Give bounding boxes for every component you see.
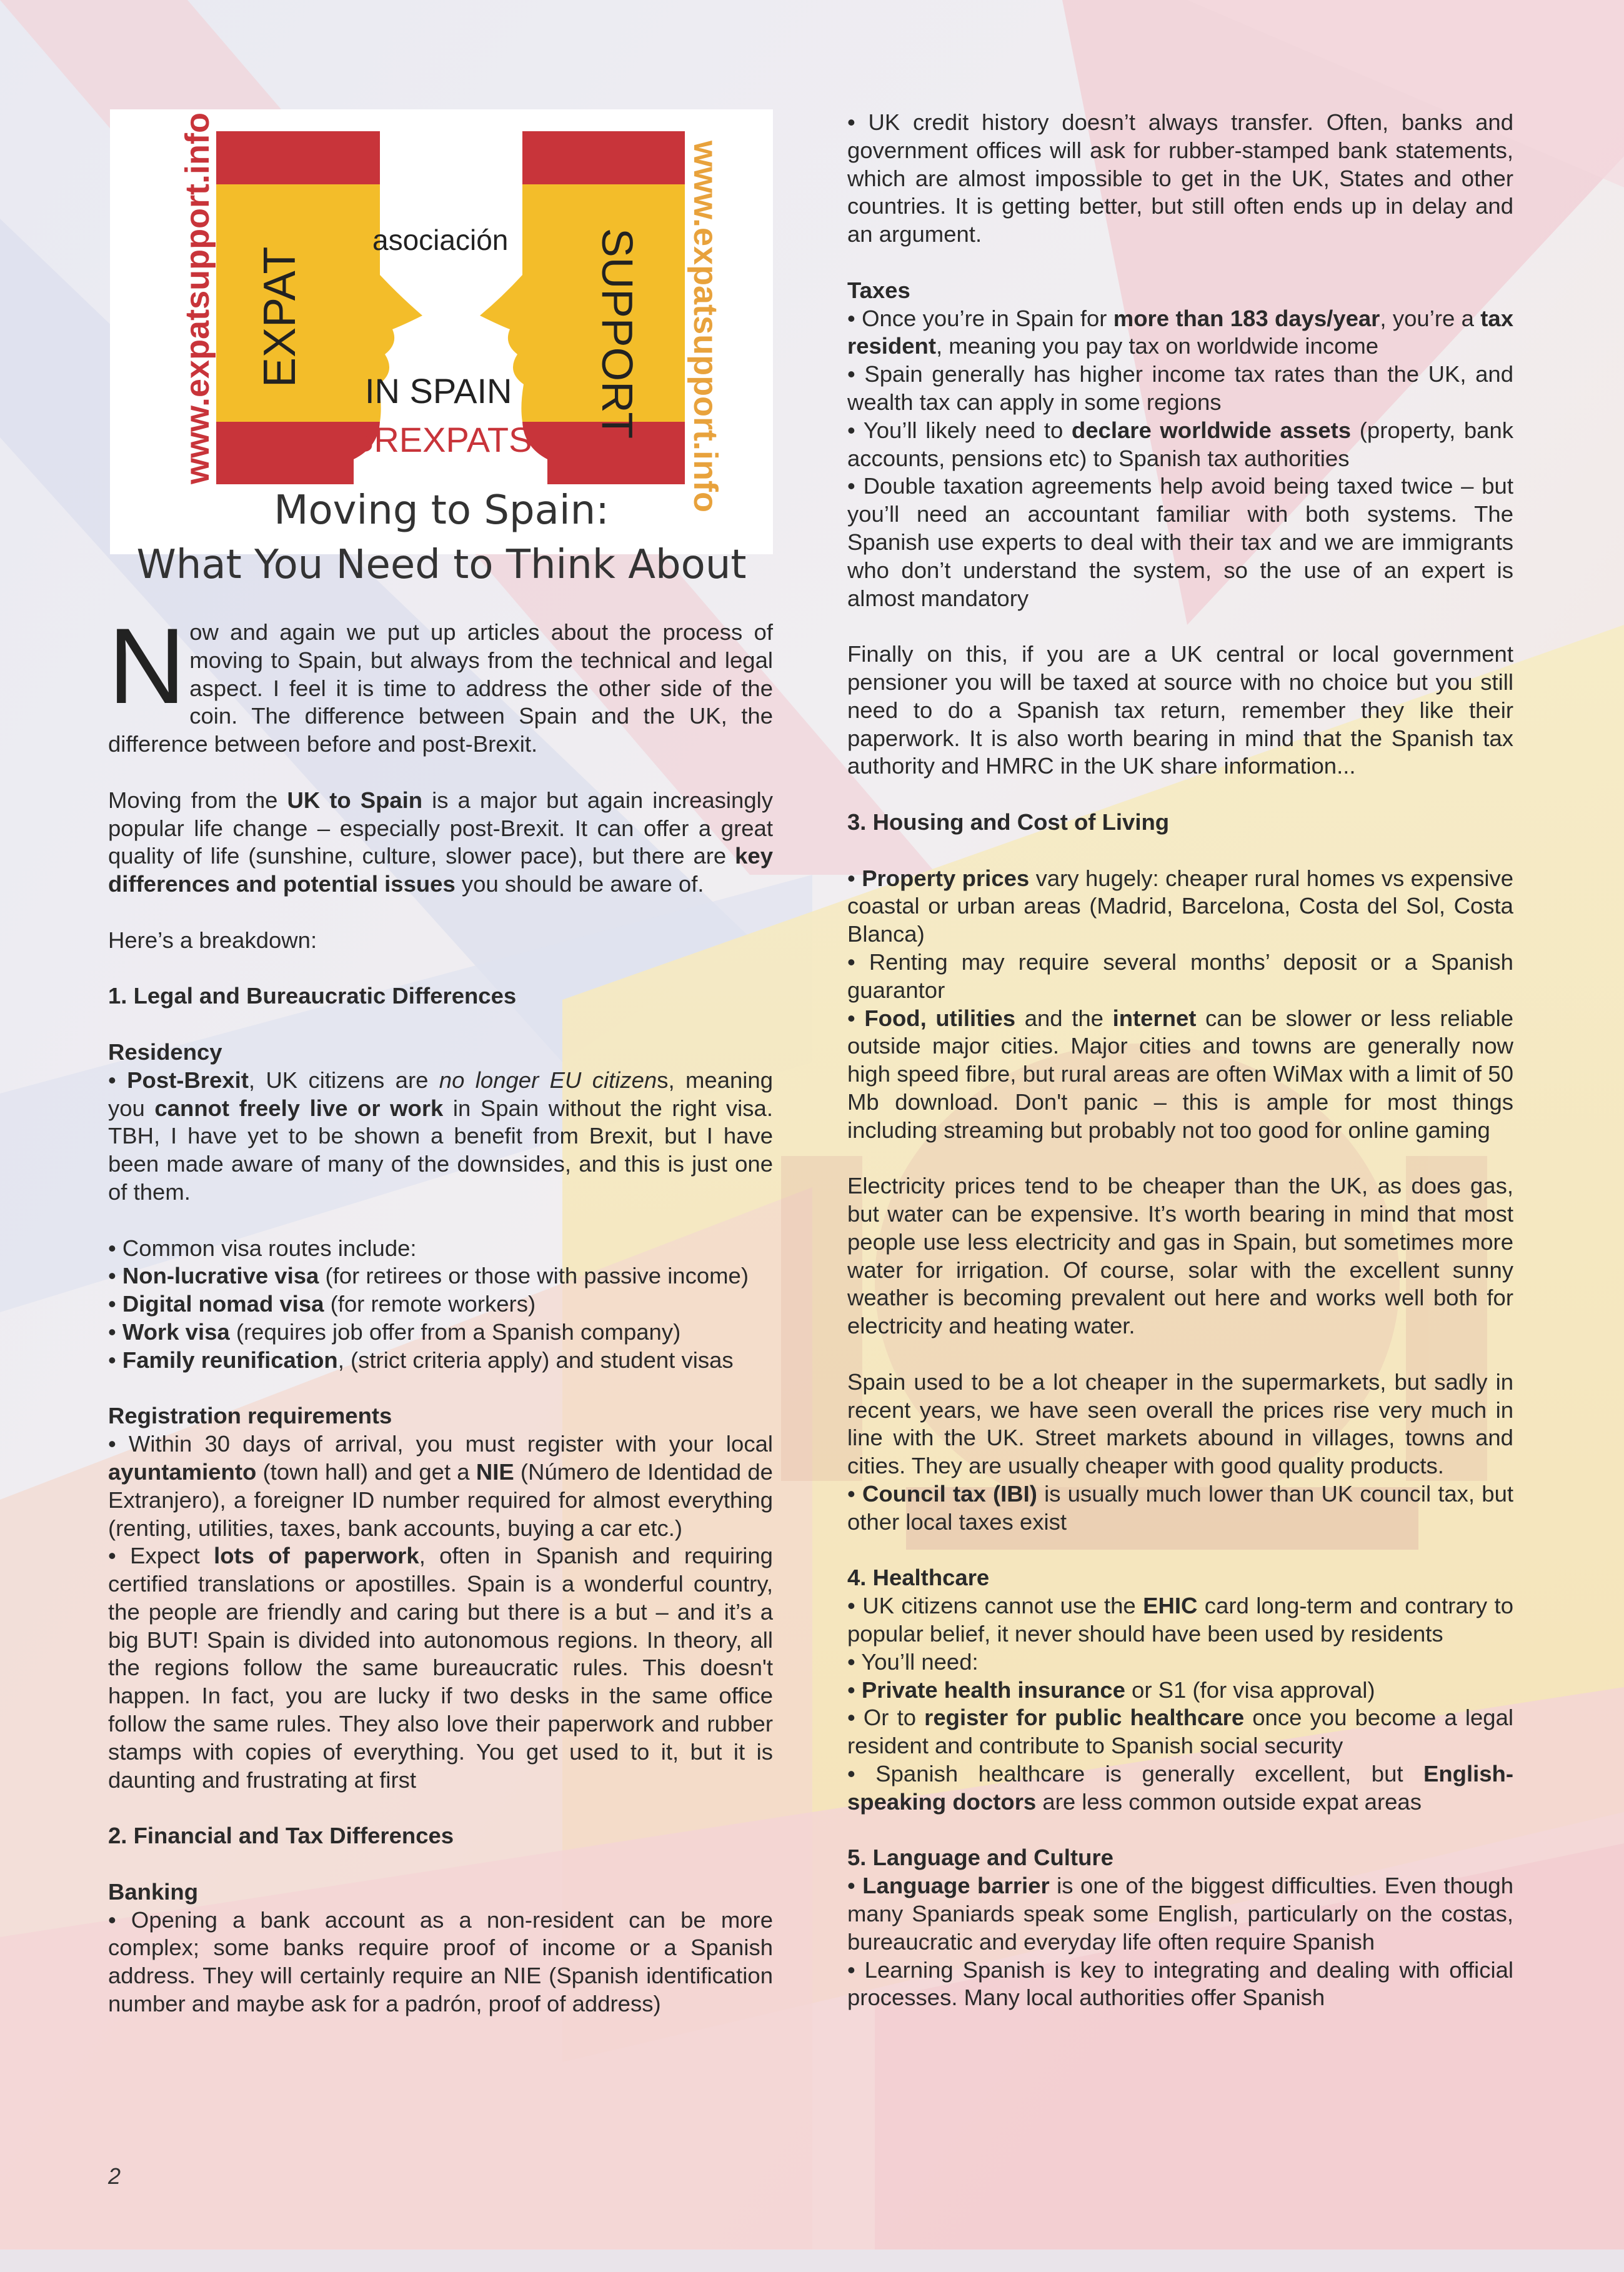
logo-brexpats: BREXPATS (351, 420, 532, 459)
left-column (108, 606, 774, 2018)
paragraph: Electricity prices tend to be cheaper than the UK, as does gas, but water can be expensive. It’s worth bearing in mind that most people use less electricity and gas in Spain, but sometimes more water for irrigation. Of course, solar with the excellent sunny weather is becoming prevalent out here and works well both for electricity and heating water. (847, 1173, 1513, 1339)
bullet: • Family reunification, (strict criteria apply) and student visas (108, 1347, 734, 1373)
logo-asociacion: asociación (372, 224, 509, 256)
bullet: • Common visa routes include: (108, 1235, 417, 1261)
subheading: Banking (108, 1878, 198, 1905)
drop-cap: N (108, 606, 186, 726)
bullet: • UK citizens cannot use the EHIC card long-term and contrary to popular belief, it never should have been used by residents (847, 1593, 1513, 1647)
page-number: 2 (108, 2163, 121, 2189)
section-heading: 2. Financial and Tax Differences (108, 1823, 454, 1849)
section-heading: 3. Housing and Cost of Living (847, 809, 1170, 835)
bullet: • Learning Spanish is key to integrating and dealing with official processes. Many local authorities offer Spanish (847, 1956, 1513, 2011)
article-title-line1: Moving to Spain: (274, 487, 609, 534)
logo-url-right: www.expatsupport.info (687, 141, 724, 513)
bullet: • Work visa (requires job offer from a Spanish company) (108, 1318, 681, 1345)
bullet: • Spanish healthcare is generally excellent, but English-speaking doctors are less common outside expat areas (847, 1761, 1513, 1815)
bullet: • Non-lucrative visa (for retirees or those with passive income) (108, 1263, 749, 1289)
bullet: • Food, utilities and the internet can be slower or less reliable outside major cities. Major cities and towns are generally now high speed fibre, but rural areas are often WiMax with a limit of 50 Mb download. Don't panic – this is ample for most things including streaming but probably not too good for online gaming (847, 1005, 1514, 1143)
bullet: • UK credit history doesn’t always transfer. Often, banks and government offices will ask for rubber-stamped bank statements, which are almost impossible to get in the UK, States and other countries. It is getting better, but still often ends up in delay and an argument. (847, 109, 1513, 247)
subheading: Registration requirements (108, 1403, 392, 1429)
article-title-line2: What You Need to Think About (136, 542, 747, 588)
logo-expat: EXPAT (255, 246, 305, 387)
bullet: • Property prices vary hugely: cheaper rural homes vs expensive coastal or urban areas (Madrid, Barcelona, Costa del Sol, Costa Blanca) (847, 865, 1514, 947)
bullet: • Once you’re in Spain for more than 183 days/year, you’re a tax resident, meaning you pay tax on worldwide income (847, 305, 1513, 359)
subheading: Residency (108, 1039, 222, 1065)
bullet: • Or to register for public healthcare once you become a legal resident and contribute to Spanish social security (847, 1705, 1513, 1759)
paragraph: Finally on this, if you are a UK central or local government pensioner you will be taxed at source with no choice but you still need to do a Spanish tax return, remember they like their paperwork. It is also worth bearing in mind that the Spanish tax authority and HMRC in the UK share information... (847, 641, 1513, 779)
intro-paragraph: Now and again we put up articles about the process of moving to Spain, but always from the technical and legal aspect. I feel it is time to address the other side of the coin. The difference between Spain and the UK, the difference between before and post-Brexit. (108, 606, 773, 757)
left-face-red-top (216, 131, 380, 184)
section-heading: 4. Healthcare (847, 1565, 990, 1591)
paragraph: Moving from the UK to Spain is a major but again increasingly popular life change – especially post-Brexit. It can offer a great quality of life (sunshine, culture, slower pace), but there are key differences and potential issues you should be aware of. (108, 787, 773, 897)
bullet: • Double taxation agreements help avoid being taxed twice – but you’ll need an accountant familiar with both systems. The Spanish use experts to deal with their tax and we are immigrants who don’t understand the system, so the use of an expert is almost mandatory (847, 473, 1513, 611)
logo-in-spain: IN SPAIN (365, 371, 512, 411)
subheading: Taxes (847, 277, 910, 303)
right-column (847, 109, 1513, 2012)
bullet: • Renting may require several months’ deposit or a Spanish guarantor (847, 949, 1513, 1003)
bullet: • Language barrier is one of the biggest difficulties. Even though many Spaniards speak some English, particularly on the costas, bureaucratic and everyday life often require Spanish (847, 1873, 1514, 1955)
bullet: • Within 30 days of arrival, you must register with your local ayuntamiento (town hall) and get a NIE (Número de Identidad de Extranjero), a foreigner ID number required for almost everything (renting, utilities, taxes, bank accounts, buying a car etc.) (108, 1431, 773, 1541)
paragraph: Spain used to be a lot cheaper in the supermarkets, but sadly in recent years, we have seen overall the prices rise very much in line with the UK. Street markets abound in villages, towns and cities. They are usually cheaper with good quality products. (847, 1368, 1513, 1479)
bullet: • Council tax (IBI) is usually much lower than UK council tax, but other local taxes exist (847, 1481, 1514, 1535)
bullet: • You’ll likely need to declare worldwide assets (property, bank accounts, pensions etc) to Spanish tax authorities (847, 417, 1514, 471)
paragraph: Here’s a breakdown: (108, 927, 317, 953)
right-face-red-top (522, 131, 685, 184)
logo-support: SUPPORT (593, 228, 642, 439)
bullet: • Digital nomad visa (for remote workers) (108, 1291, 536, 1317)
bullet: • Post-Brexit, UK citizens are no longer EU citizens, meaning you cannot freely live or work in Spain without the right visa. TBH, I have yet to be shown a benefit from Brexit, but I have been made aware of many of the downsides, and this is just one of them. (108, 1067, 774, 1205)
bullet: • You’ll need: (847, 1648, 979, 1675)
bullet: • Expect lots of paperwork, often in Spanish and requiring certified translations or apostilles. Spain is a wonderful country, the people are friendly and caring but there is a but – and it’s a big BUT! Spain is divided into autonomous regions. In theory, all the regions follow the same bureaucratic rules. This doesn't happen. In fact, you are lucky if two desks in the same office follow the same rules. They also love their paperwork and rubber stamps with copies of everything. You get used to it, but it is daunting and frustrating at first (108, 1543, 773, 1793)
bullet: • Opening a bank account as a non-resident can be more complex; some banks require proof of income or a Spanish address. They will certainly require an NIE (Spanish identification number and maybe ask for a padrón, proof of address) (108, 1906, 773, 2017)
logo-url-left: www.expatsupport.info (179, 112, 216, 484)
bullet: • Private health insurance or S1 (for visa approval) (847, 1677, 1375, 1703)
section-heading: 5. Language and Culture (847, 1845, 1113, 1871)
section-heading: 1. Legal and Bureaucratic Differences (108, 983, 517, 1009)
bullet: • Spain generally has higher income tax rates than the UK, and wealth tax can apply in some regions (847, 361, 1513, 415)
